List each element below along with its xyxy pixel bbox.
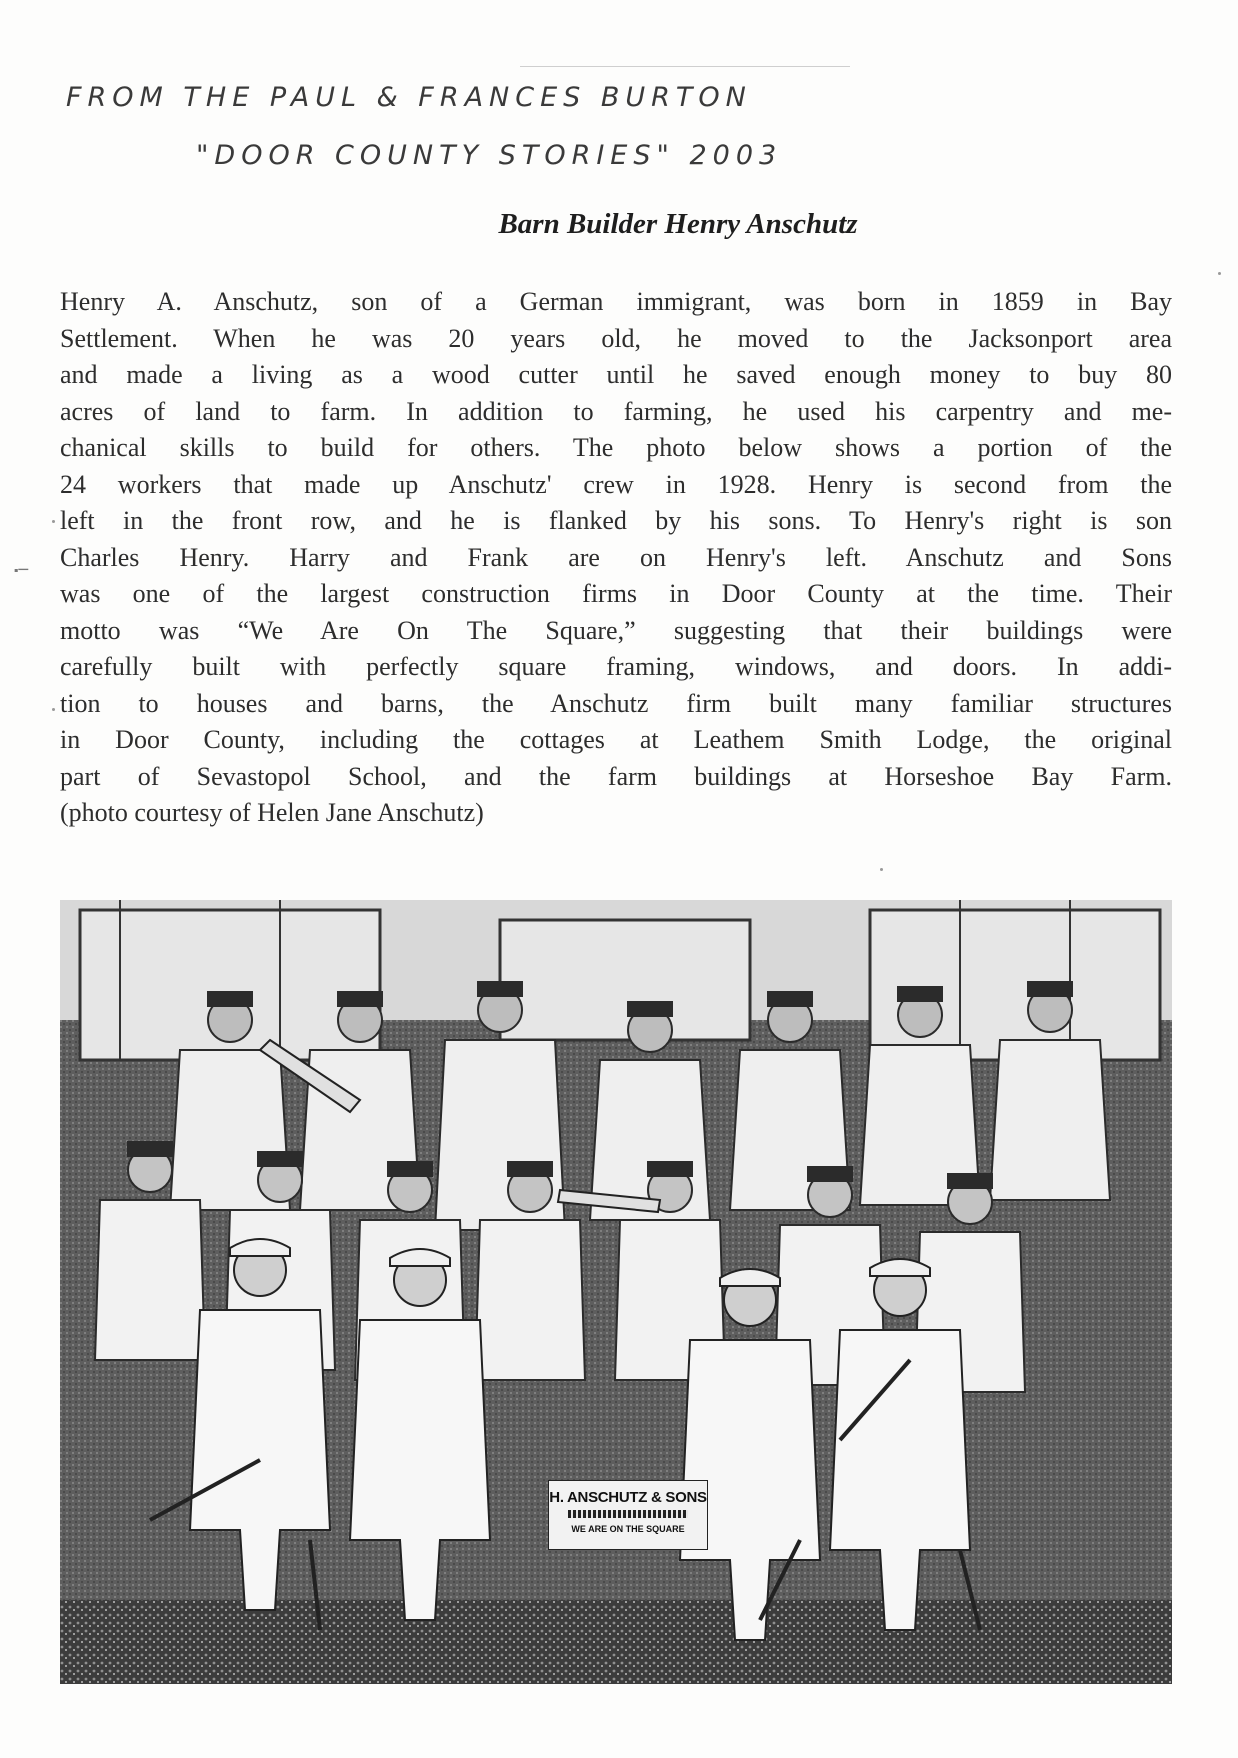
article-line: Charles Henry. Harry and Frank are on Henry's left. Anschutz and Sons xyxy=(60,542,1172,572)
sign-motto: WE ARE ON THE SQUARE xyxy=(571,1524,685,1534)
article-line: acres of land to farm. In addition to farming, he used his carpentry and me- xyxy=(60,396,1172,426)
article-line: carefully built with perfectly square framing, windows, and doors. In addi- xyxy=(60,652,1172,681)
scan-speck xyxy=(1218,272,1221,275)
article-line: tion to houses and barns, the Anschutz firm built many familiar structures xyxy=(60,688,1172,718)
company-sign xyxy=(548,1480,708,1550)
article-line: and made a living as a wood cutter until he saved enough money to buy 80 xyxy=(60,360,1172,389)
handwritten-note-line2: "DOOR COUNTY STORIES" 2003 xyxy=(196,140,783,171)
scan-artifact-line xyxy=(520,66,850,67)
scan-speck xyxy=(52,520,55,523)
article-line: part of Sevastopol School, and the farm buildings at Horseshoe Bay Farm. xyxy=(60,761,1172,791)
article-body xyxy=(60,284,1172,832)
article-line: motto was “We Are On The Square,” suggesting that their buildings were xyxy=(60,615,1172,645)
sign-title: H. ANSCHUTZ & SONS xyxy=(549,1489,707,1506)
crew-photo-illustration xyxy=(60,900,1172,1684)
margin-mark-icon: ⬝─ xyxy=(14,560,29,579)
article-line: was one of the largest construction firms in Door County at the time. Their xyxy=(60,579,1172,608)
article-line: (photo courtesy of Helen Jane Anschutz) xyxy=(60,798,484,827)
scan-speck xyxy=(880,868,883,871)
article-line: Settlement. When he was 20 years old, he moved to the Jacksonport area xyxy=(60,323,1172,353)
article-line: chanical skills to build for others. The photo below shows a portion of the xyxy=(60,433,1172,462)
sign-illegible-line xyxy=(568,1510,688,1518)
article-line: 24 workers that made up Anschutz' crew in 1928. Henry is second from the xyxy=(60,469,1172,499)
article-line: Henry A. Anschutz, son of a German immigrant, was born in 1859 in Bay xyxy=(60,287,1172,316)
article-line: left in the front row, and he is flanked by his sons. To Henry's right is son xyxy=(60,506,1172,535)
scan-speck xyxy=(52,708,55,711)
article-title: Barn Builder Henry Anschutz xyxy=(498,208,858,240)
handwritten-note-line1: FROM THE PAUL & FRANCES BURTON xyxy=(66,82,752,113)
crew-photograph xyxy=(60,900,1172,1684)
article-line: in Door County, including the cottages at Leathem Smith Lodge, the original xyxy=(60,725,1172,754)
